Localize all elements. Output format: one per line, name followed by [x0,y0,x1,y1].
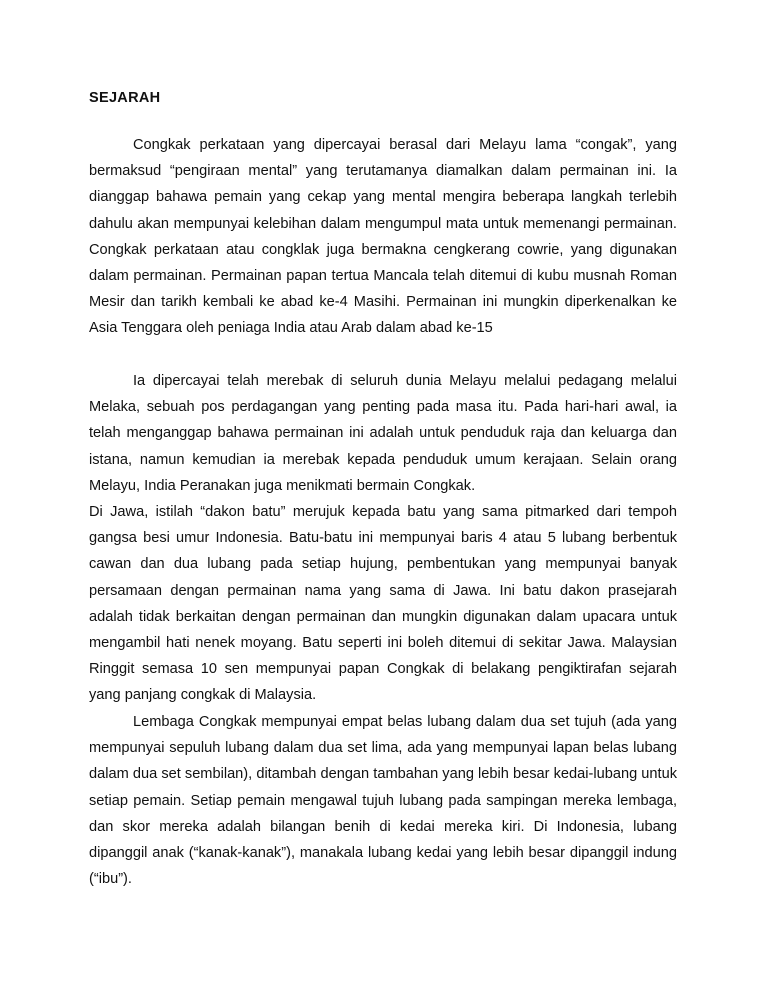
paragraph-2-part-1: Ia dipercayai telah merebak di seluruh dunia Melayu melalui pedagang melalui Melaka, sebuah pos perdagangan yang penting pada masa itu. Pada hari-hari awal, ia telah menganggap bahawa permainan ini adalah untuk penduduk raja dan keluarga dan istana, namun kemudian ia merebak kepada penduduk umum kerajaan. Selain orang Melayu, India Peranakan juga menikmati bermain Congkak. [89,373,677,494]
section-heading: SEJARAH [89,90,161,106]
paragraph-1: Congkak perkataan yang dipercayai berasal dari Melayu lama “congak”, yang bermaksud “pengiraan mental” yang terutamanya diamalkan dalam permainan ini. Ia dianggap bahawa pemain yang cekap yang mental mengira beberapa langkah terlebih dahulu akan mempunyai kelebihan dalam mengumpul mata untuk memenangi permainan. Congkak perkataan atau congklak juga bermakna cengkerang cowrie, yang digunakan dalam permainan. Permainan papan tertua Mancala telah ditemui di kubu musnah Roman Mesir dan tarikh kembali ke abad ke-4 Masihi. Permainan ini mungkin diperkenalkan ke Asia Tenggara oleh peniaga India atau Arab dalam abad ke-15 [89,137,677,337]
paragraph-2-part-2: Di Jawa, istilah “dakon batu” merujuk kepada batu yang sama pitmarked dari tempoh gangsa besi umur Indonesia. Batu-batu ini mempunyai baris 4 atau 5 lubang berbentuk cawan dan dua lubang pada setiap hujung, pembentukan yang mempunyai banyak persamaan dengan permainan nama yang sama di Jawa. Ini batu dakon prasejarah adalah tidak berkaitan dengan permainan dan mungkin digunakan dalam upacara untuk mengambil hati nenek moyang. Batu seperti ini boleh ditemui di sekitar Jawa. Malaysian Ringgit semasa 10 sen mempunyai papan Congkak di belakang pengiktirafan sejarah yang panjang congkak di Malaysia. [89,504,677,704]
paragraph-3: Lembaga Congkak mempunyai empat belas lubang dalam dua set tujuh (ada yang mempunyai sepuluh lubang dalam dua set lima, ada yang mempunyai lapan belas lubang dalam dua set sembilan), ditambah dengan tambahan yang lebih besar kedai-lubang untuk setiap pemain. Setiap pemain mengawal tujuh lubang pada sampingan mereka lembaga, dan skor mereka adalah bilangan benih di kedai mereka kiri. Di Indonesia, lubang dipanggil anak (“kanak-kanak”), manakala lubang kedai yang lebih besar dipanggil indung (“ibu”). [89,714,677,888]
paragraph-2 [89,368,677,709]
